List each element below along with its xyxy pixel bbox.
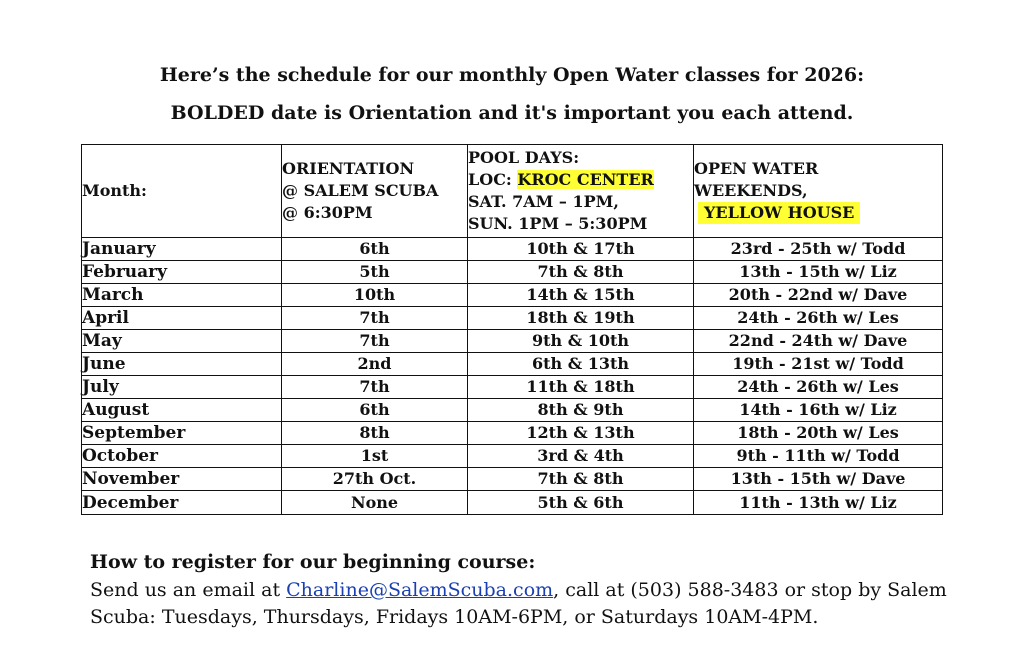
table-row [82,422,943,445]
header-orientation-line: @ 6:30PM [282,203,373,222]
month-cell: November [82,468,282,491]
open-water-cell: 9th - 11th w/ Todd [694,445,943,468]
header-pool-location [468,169,693,191]
email-link[interactable]: Charline@SalemScuba.com [286,579,554,601]
orientation-cell: 7th [282,376,468,399]
register-heading: How to register for our beginning course: [90,551,536,573]
orientation-cell: 2nd [282,353,468,376]
table-row [82,307,943,330]
table-row [82,261,943,284]
month-cell: January [82,238,282,261]
header-pool-days [468,145,694,238]
month-cell: March [82,284,282,307]
table-row [82,353,943,376]
location-prefix: LOC: [468,170,518,189]
orientation-cell: 7th [282,307,468,330]
header-pool-line: SUN. 1PM – 5:30PM [468,214,648,233]
header-orientation [282,145,468,238]
pool-days-cell: 7th & 8th [468,261,694,284]
orientation-cell: 8th [282,422,468,445]
pool-days-cell: 6th & 13th [468,353,694,376]
open-water-cell: 22nd - 24th w/ Dave [694,330,943,353]
pool-days-cell: 18th & 19th [468,307,694,330]
month-cell: September [82,422,282,445]
register-text: Send us an email at [90,579,287,601]
header-open-water-location [694,202,942,224]
header-orientation-line: @ SALEM SCUBA [282,181,439,200]
table-row [82,445,943,468]
orientation-cell: 10th [282,284,468,307]
header-orientation-line: ORIENTATION [282,159,415,178]
pool-days-cell: 14th & 15th [468,284,694,307]
schedule-table [81,144,943,515]
month-cell: February [82,261,282,284]
pool-days-cell: 8th & 9th [468,399,694,422]
open-water-cell: 24th - 26th w/ Les [694,307,943,330]
pool-days-cell: 5th & 6th [468,491,694,515]
month-cell: April [82,307,282,330]
month-cell: July [82,376,282,399]
header-pool-line: SAT. 7AM – 1PM, [468,192,619,211]
schedule-heading: Here’s the schedule for our monthly Open Water classes for 2026: [159,64,865,86]
table-row [82,238,943,261]
table-row [82,491,943,515]
pool-days-cell: 7th & 8th [468,468,694,491]
register-instructions [90,577,950,631]
open-water-cell: 20th - 22nd w/ Dave [694,284,943,307]
table-row [82,399,943,422]
open-water-cell: 13th - 15th w/ Liz [694,261,943,284]
open-water-cell: 19th - 21st w/ Todd [694,353,943,376]
pool-days-cell: 11th & 18th [468,376,694,399]
orientation-cell: 6th [282,238,468,261]
open-water-cell: 13th - 15th w/ Dave [694,468,943,491]
pool-days-cell: 9th & 10th [468,330,694,353]
month-cell: December [82,491,282,515]
yellow-house-highlight: YELLOW HOUSE [698,202,860,224]
table-row [82,468,943,491]
open-water-cell: 18th - 20th w/ Les [694,422,943,445]
pool-days-cell: 3rd & 4th [468,445,694,468]
table-row [82,284,943,307]
table-row [82,376,943,399]
open-water-cell: 11th - 13th w/ Liz [694,491,943,515]
open-water-cell: 14th - 16th w/ Liz [694,399,943,422]
month-cell: June [82,353,282,376]
orientation-cell: None [282,491,468,515]
open-water-cell: 24th - 26th w/ Les [694,376,943,399]
header-open-water-line: OPEN WATER [694,159,819,178]
orientation-cell: 27th Oct. [282,468,468,491]
header-pool-line: POOL DAYS: [468,148,580,167]
pool-days-cell: 10th & 17th [468,238,694,261]
orientation-note: BOLDED date is Orientation and it's important you each attend. [170,102,854,124]
month-cell: October [82,445,282,468]
orientation-cell: 7th [282,330,468,353]
pool-days-cell: 12th & 13th [468,422,694,445]
table-row [82,330,943,353]
header-month: Month: [82,145,282,238]
open-water-cell: 23rd - 25th w/ Todd [694,238,943,261]
kroc-center-highlight: KROC CENTER [517,170,654,189]
orientation-cell: 6th [282,399,468,422]
register-text: , call at (503) 588-3483 or stop by Salem Scuba: Tuesdays, Thursdays, Fridays 10AM-6PM, or Saturdays 10AM-4PM. [90,579,947,628]
orientation-cell: 5th [282,261,468,284]
table-header-row [82,145,943,238]
header-open-water-line: WEEKENDS, [694,181,808,200]
month-cell: August [82,399,282,422]
orientation-cell: 1st [282,445,468,468]
month-cell: May [82,330,282,353]
header-open-water [694,145,943,238]
